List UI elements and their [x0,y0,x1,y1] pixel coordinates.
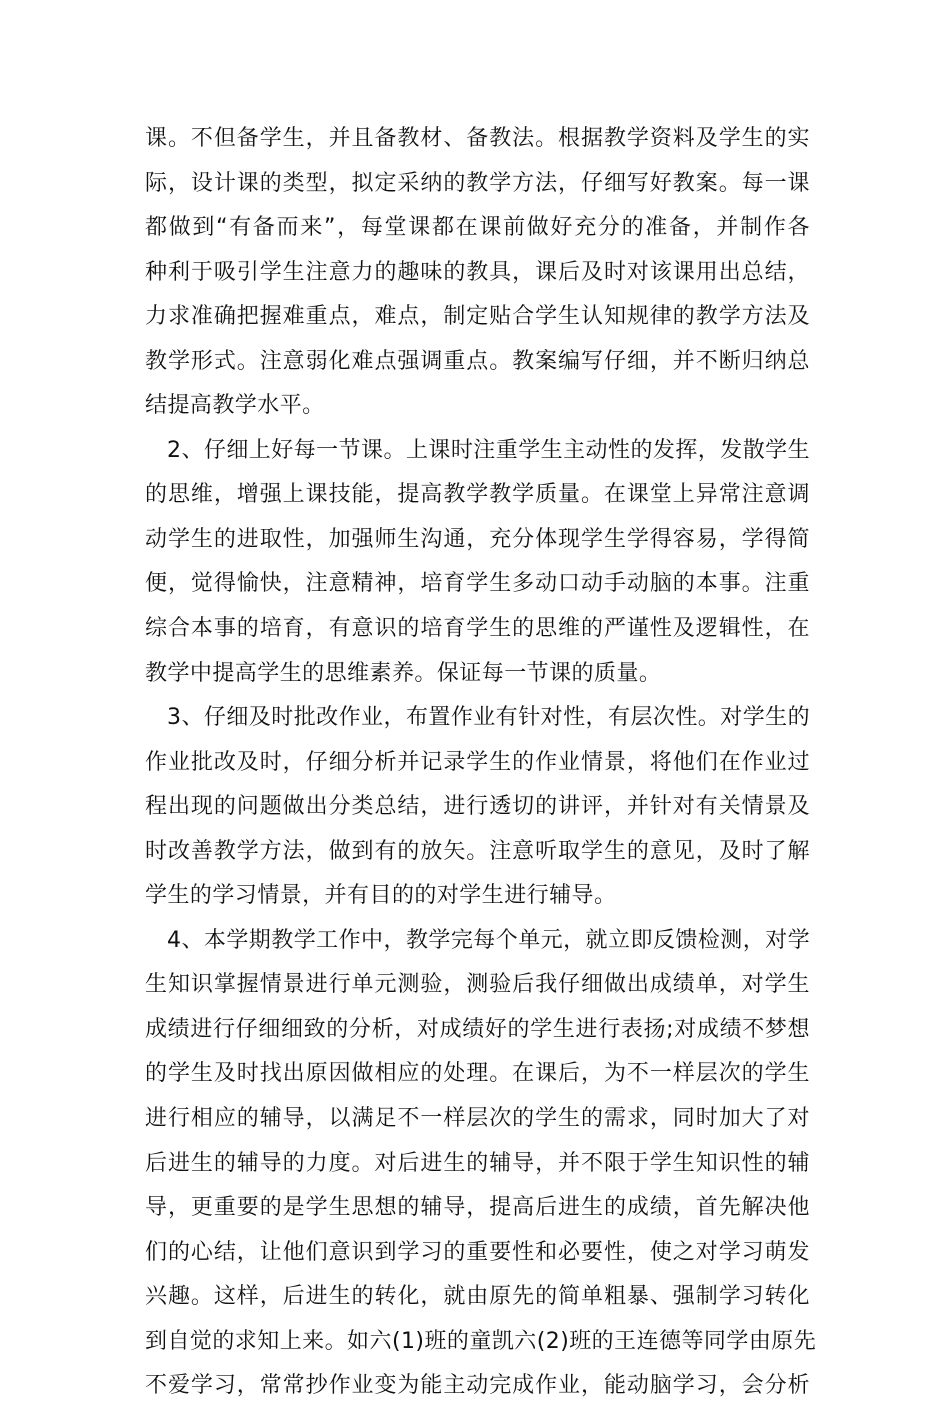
text-line: 导，更重要的是学生思想的辅导，提高后进生的成绩，首先解决他 [145,1195,810,1221]
text-line: 3、仔细及时批改作业，布置作业有针对性，有层次性。对学生的 [167,705,811,731]
text-line: 动学生的进取性，加强师生沟通，充分体现学生学得容易，学得简 [145,526,810,552]
text-line: 都做到“有备而来”，每堂课都在课前做好充分的准备，并制作各 [145,215,810,241]
text-line: 后进生的辅导的力度。对后进生的辅导，并不限于学生知识性的辅 [145,1150,810,1176]
text-line: 教学中提高学生的思维素养。保证每一节课的质量。 [145,660,662,686]
text-line: 便，觉得愉快，注意精神，培育学生多动口动手动脑的本事。注重 [145,571,810,597]
text-line: 力求准确把握难重点，难点，制定贴合学生认知规律的教学方法及 [145,304,810,330]
text-line: 们的心结，让他们意识到学习的重要性和必要性，使之对学习萌发 [145,1239,810,1265]
text-line: 2、仔细上好每一节课。上课时注重学生主动性的发挥，发散学生 [167,437,811,463]
text-line: 种利于吸引学生注意力的趣味的教具，课后及时对该课用出总结， [145,259,810,285]
text-line: 教学形式。注意弱化难点强调重点。教案编写仔细，并不断归纳总 [145,348,810,374]
text-line: 生知识掌握情景进行单元测验，测验后我仔细做出成绩单，对学生 [145,972,810,998]
text-line: 进行相应的辅导，以满足不一样层次的学生的需求，同时加大了对 [145,1106,810,1132]
text-line: 的学生及时找出原因做相应的处理。在课后，为不一样层次的学生 [145,1061,810,1087]
text-line: 结提高教学水平。 [145,393,325,419]
text-line: 的思维，增强上课技能，提高教学教学质量。在课堂上异常注意调 [145,482,810,508]
text-line: 程出现的问题做出分类总结，进行透切的讲评，并针对有关情景及 [145,794,810,820]
text-line: 成绩进行仔细细致的分析，对成绩好的学生进行表扬;对成绩不梦想 [145,1016,810,1042]
text-line: 课。不但备学生，并且备教材、备教法。根据教学资料及学生的实 [145,126,810,151]
text-line: 不爱学习，常常抄作业变为能主动完成作业，能动脑学习，会分析 [145,1373,810,1399]
text-line: 综合本事的培育，有意识的培育学生的思维的严谨性及逻辑性，在 [145,616,810,642]
text-line: 4、本学期教学工作中，教学完每个单元，就立即反馈检测，对学 [167,927,811,953]
text-line: 学生的学习情景，并有目的的对学生进行辅导。 [145,883,617,909]
text-line: 兴趣。这样，后进生的转化，就由原先的简单粗暴、强制学习转化 [145,1284,810,1310]
text-line: 到自觉的求知上来。如六(1)班的童凯六(2)班的王连德等同学由原先 [145,1328,817,1354]
body-text [145,117,817,1409]
text-line: 际，设计课的类型，拟定采纳的教学方法，仔细写好教案。每一课 [145,170,810,196]
text-line: 时改善教学方法，做到有的放矢。注意听取学生的意见，及时了解 [145,838,810,864]
text-line: 作业批改及时，仔细分析并记录学生的作业情景，将他们在作业过 [145,749,810,775]
